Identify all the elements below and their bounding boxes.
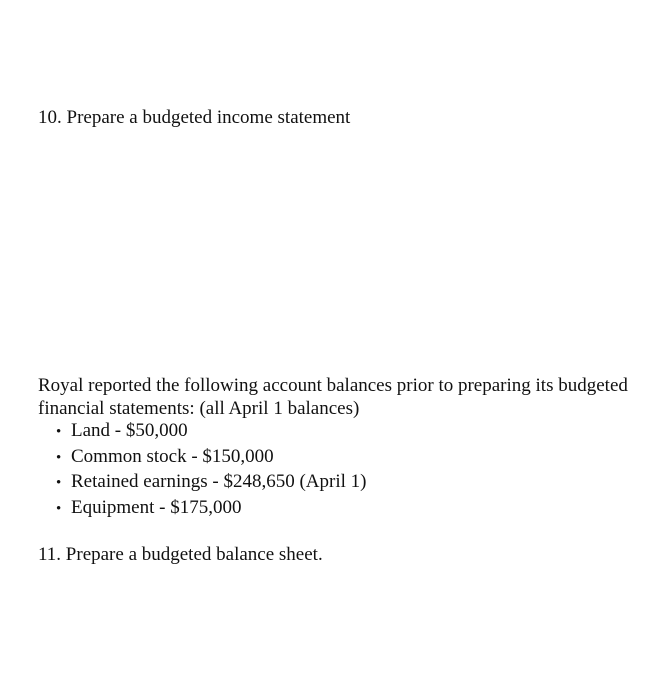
list-item (56, 419, 366, 445)
question-10-text: 10. Prepare a budgeted income statement (38, 107, 351, 128)
account-balances-list (56, 419, 366, 521)
bullet-icon: • (56, 475, 62, 491)
list-item (56, 496, 366, 522)
list-item (56, 445, 366, 471)
bullet-icon: • (56, 424, 62, 440)
question-11-text: 11. Prepare a budgeted balance sheet. (38, 544, 323, 565)
list-item (56, 470, 366, 496)
account-balances-intro: Royal reported the following account balances prior to preparing its budgeted financial statements: (all April 1 balances) (38, 375, 628, 419)
balance-common-stock: Common stock - $150,000 (71, 445, 274, 467)
balance-equipment: Equipment - $175,000 (71, 496, 242, 518)
bullet-icon: • (56, 500, 62, 517)
bullet-icon: • (56, 449, 62, 466)
balance-retained-earnings: Retained earnings - $248,650 (April 1) (71, 471, 367, 492)
balance-land: Land - $50,000 (71, 420, 188, 441)
